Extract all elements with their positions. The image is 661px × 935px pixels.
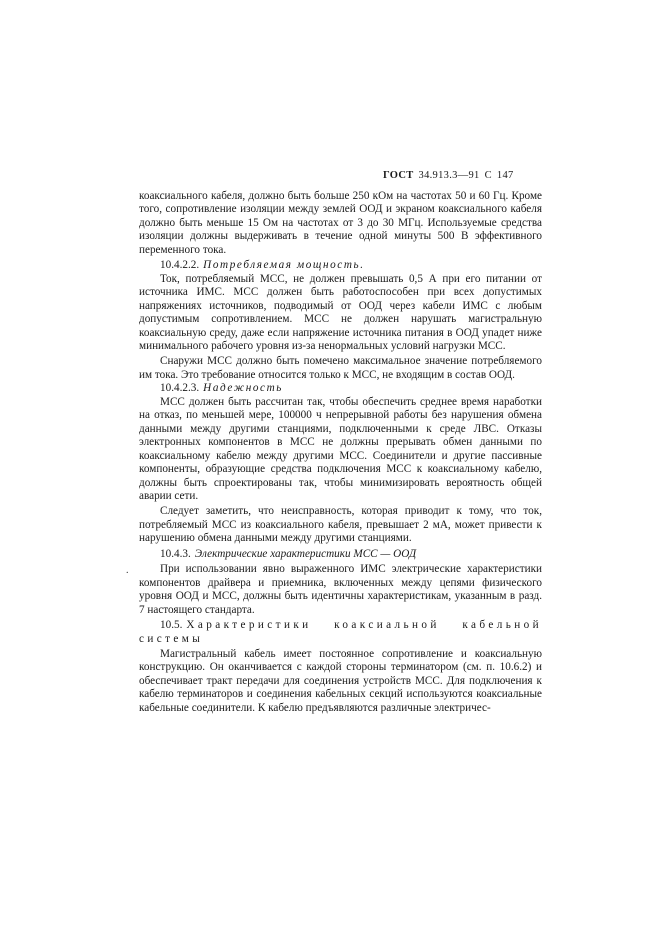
running-header: [383, 170, 543, 181]
paragraph-power-2: Снаружи МСС должно быть помечено максимальное значение потребляемого им тока. Это требование относится только к МСС, не входящим в состав ООД.: [139, 355, 542, 381]
section-title: Электрические характеристики МСС — ООД: [194, 547, 417, 560]
section-number: 10.4.2.3.: [160, 382, 200, 395]
paragraph-insulation: коаксиального кабеля, должно быть больше 250 кОм на частотах 50 и 60 Гц. Кроме того, сопротивление изоляции между землей ООД и экраном коаксиального кабеля должно быть меньше 15 Ом на частотах от 3 до 30 МГц. Используемые средства изоляции должны выдерживать в течение одной минуты 500 В эффективного переменного тока.: [139, 190, 542, 256]
paragraph-power-1: Ток, потребляемый МСС, не должен превышать 0,5 А при его питании от источника ИМС. МСС должен быть работоспособен при всех допустимых напряжениях источников, подводимый от ООД через кабели ИМС с любым допустимым сопротивлением. МСС не должен нарушать магистральную коаксиальную среду, даже если напряжение источника питания в ООД упадет ниже минимального рабочего уровня из-за ненормальных условий нагрузки МСС.: [139, 272, 542, 352]
section-heading-reliability: [139, 382, 542, 395]
section-title: Потребляемая мощность.: [203, 259, 365, 272]
paragraph-reliability-1: МСС должен быть рассчитан так, чтобы обеспечить среднее время наработки на отказ, по меньшей мере, 100000 ч непрерывной работы без нарушения обмена данными между другими станциями, подключенными к среде ЛВС. Отказы электронных компонентов в МСС не должны прерывать обмен данными по коаксиальному кабелю между другими МСС. Соединители и другие пассивные компоненты, образующие средства подключения МСС к коаксиальному кабелю, должны быть спроектированы так, чтобы минимизировать вероятность общей аварии сети.: [139, 395, 542, 502]
section-number: 10.4.2.2.: [160, 259, 200, 272]
header-separator: С: [484, 170, 492, 181]
section-number: 10.5.: [160, 619, 183, 632]
page-number: 147: [496, 170, 514, 181]
section-heading-electrical: [139, 548, 542, 561]
body-text: [139, 190, 542, 715]
section-title: Характеристики коаксиальной кабельной системы: [139, 619, 542, 645]
section-title: Надежность: [203, 382, 283, 395]
section-heading-power: [139, 259, 542, 272]
section-number: 10.4.3.: [160, 547, 191, 560]
section-heading-coax: [139, 619, 542, 646]
standard-number: 34.913.3—91: [418, 170, 480, 181]
paragraph-coax: Магистральный кабель имеет постоянное сопротивление и коаксиальную конструкцию. Он оканчивается с каждой стороны терминатором (см. п. 10.6.2) и обеспечивает тракт передачи для соединения устройств МСС. Для подключения к кабелю терминаторов и соединения кабельных секций используются коаксиальные кабельные соединители. К кабелю предъявляются различные электричес-: [139, 647, 542, 714]
margin-mark: .: [126, 565, 129, 576]
standard-label: ГОСТ: [383, 170, 414, 181]
paragraph-reliability-2: Следует заметить, что неисправность, которая приводит к тому, что ток, потребляемый МСС из коаксиального кабеля, превышает 2 мА, может привести к нарушению обмена данными между другими станциями.: [139, 505, 542, 545]
paragraph-electrical: При использовании явно выраженного ИМС электрические характеристики компонентов драйвера и приемника, включенных между цепями физического уровня ООД и МСС, должны быть идентичны характеристикам, указанным в разд. 7 настоящего стандарта.: [139, 563, 542, 616]
